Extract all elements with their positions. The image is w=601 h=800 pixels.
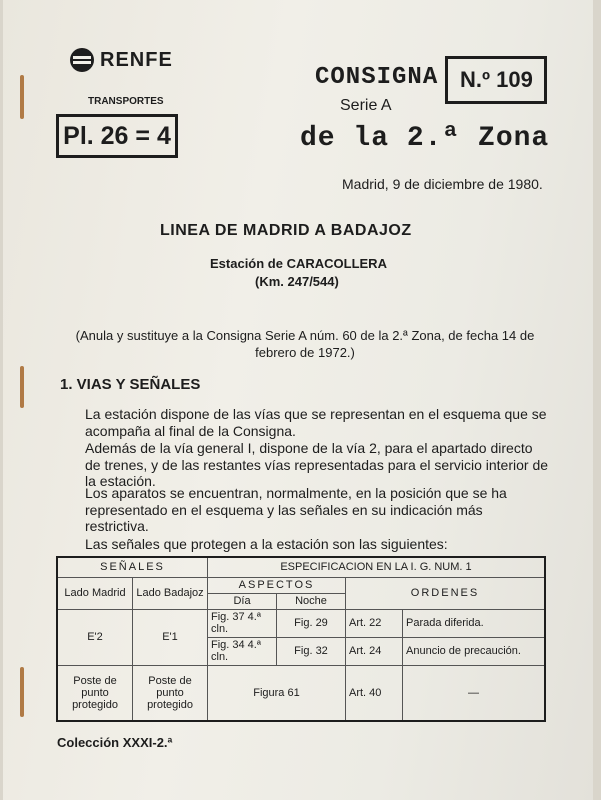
cell-orden: Parada diferida. — [403, 609, 546, 637]
cell-noche: Fig. 32 — [277, 637, 346, 665]
signals-table — [56, 556, 546, 722]
line-title: LINEA DE MADRID A BADAJOZ — [160, 222, 412, 239]
paragraph: La estación dispone de las vías que se representan en el esquema que se acompaña al final de la Consigna. — [85, 406, 547, 439]
paragraph: Además de la vía general I, dispone de la vía 2, para el apartado directo de trenes, y de las restantes vías representadas para el servicio interior de la estación. — [85, 440, 549, 489]
col-lado-badajoz: Lado Badajoz — [133, 577, 208, 609]
pl-code-box: Pl. 26 = 4 — [56, 114, 178, 158]
cell-dia: Fig. 37 4.ª cln. — [208, 609, 277, 637]
col-noche: Noche — [277, 593, 346, 609]
staple — [20, 75, 24, 119]
cell-art: Art. 24 — [346, 637, 403, 665]
col-lado-madrid: Lado Madrid — [57, 577, 133, 609]
table-header-especificacion: ESPECIFICACION EN LA I. G. NUM. 1 — [208, 557, 546, 577]
col-dia: Día — [208, 593, 277, 609]
anula-note: (Anula y sustituye a la Consigna Serie A núm. 60 de la 2.ª Zona, de fecha 14 de febrero de 1972.) — [75, 328, 535, 360]
coleccion-label: Colección XXXI-2.ª — [57, 735, 173, 750]
cell-dia: Fig. 34 4.ª cln. — [208, 637, 277, 665]
cell-noche: Fig. 29 — [277, 609, 346, 637]
zona-title: de la 2.ª Zona — [300, 123, 550, 154]
section-heading: 1. VIAS Y SEÑALES — [60, 376, 201, 393]
cell-orden: — — [403, 665, 546, 721]
renfe-logo-icon — [70, 48, 94, 72]
col-ordenes: ORDENES — [346, 577, 546, 609]
staple — [20, 366, 24, 408]
cell-art: Art. 40 — [346, 665, 403, 721]
cell-art: Art. 22 — [346, 609, 403, 637]
transportes-label: TRANSPORTES — [88, 96, 164, 107]
paragraph: Los aparatos se encuentran, normalmente, en la posición que se ha representado en el esquema y las señales en su indicación más restrictiva. — [85, 485, 507, 534]
cell-madrid-signal: E'2 — [57, 609, 133, 665]
consigna-title: CONSIGNA — [315, 64, 439, 91]
cell-badajoz-signal: E'1 — [133, 609, 208, 665]
cell-orden: Anuncio de precaución. — [403, 637, 546, 665]
col-aspectos: ASPECTOS — [208, 577, 346, 593]
cell-madrid-signal: Poste de punto protegido — [57, 665, 133, 721]
table-header-senales: SEÑALES — [57, 557, 208, 577]
paragraph: Las señales que protegen a la estación son las siguientes: — [85, 536, 448, 552]
staple — [20, 667, 24, 717]
station-title: Estación de CARACOLLERA — [210, 256, 387, 271]
document-date: Madrid, 9 de diciembre de 1980. — [342, 176, 543, 192]
cell-figura: Figura 61 — [208, 665, 346, 721]
renfe-logo — [70, 48, 173, 72]
station-km: (Km. 247/544) — [255, 274, 339, 289]
consigna-number-box: N.º 109 — [445, 56, 547, 104]
logo-text: RENFE — [100, 48, 173, 71]
serie-label: Serie A — [340, 97, 392, 114]
cell-badajoz-signal: Poste de punto protegido — [133, 665, 208, 721]
